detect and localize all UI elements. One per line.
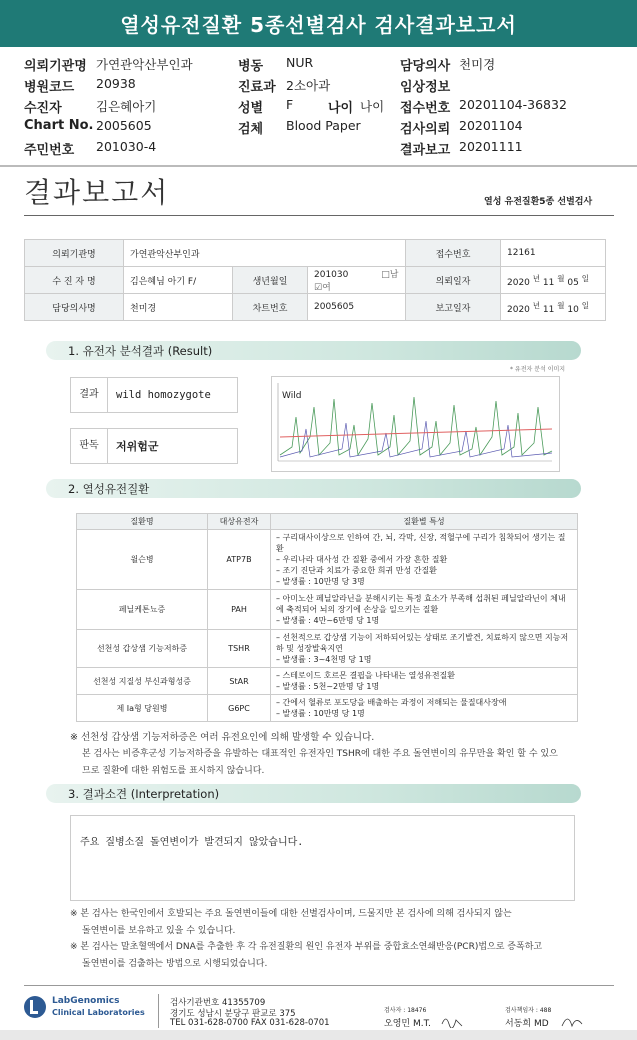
header-info: [0, 47, 637, 167]
info-request-date-label: 의뢰일자: [406, 267, 501, 294]
info-birth: 201030: [314, 270, 349, 280]
info-patient: 김은혜님 아기: [130, 276, 186, 287]
disease-name: 페닐케톤뇨증: [77, 590, 208, 630]
disease-traits: – 스테로이드 호르몬 결핍을 나타내는 열성유전질환 – 발생률 : 5천~2만명 당 1명: [276, 671, 456, 691]
table-row: [77, 668, 578, 695]
hospital-code-label: 병원코드: [24, 80, 75, 95]
sequence-chart-svg: [272, 377, 559, 471]
hospital-code-value: 20938: [96, 76, 136, 91]
chart-label: Wild: [282, 391, 302, 401]
disease-name: 제 Ia형 당원병: [77, 695, 208, 722]
logo-line-1: LabGenomics: [52, 996, 120, 1006]
info-requester-label: 의뢰기관명: [25, 240, 124, 267]
disease-gene: StAR: [208, 668, 271, 695]
doctor-label: 담당의사: [400, 59, 451, 74]
info-doctor: 천미경: [124, 294, 233, 321]
info-request-date: 2020 $^년$ 11 $^월$ 05 $^일$: [501, 267, 606, 294]
interpretation-text: 주요 질병소질 돌연변이가 발견되지 않았습니다.: [80, 837, 304, 848]
col-traits: 질환별 특성: [271, 514, 578, 530]
department-label: 진료과: [238, 80, 276, 95]
lab-contact: TEL 031-628-0700 FAX 031-628-0701: [170, 1018, 330, 1028]
interpretation-box: [70, 815, 575, 901]
report-document: [0, 167, 637, 1040]
disease-name: 윌슨병: [77, 530, 208, 590]
ward-label: 병동: [238, 59, 264, 74]
judge-value: 저위험군: [116, 440, 159, 453]
result-box: [70, 377, 238, 413]
section-disease-header: 2. 열성유전질환: [46, 479, 581, 498]
section-result-header: 1. 유전자 분석결과 (Result): [46, 341, 581, 360]
info-patient-sex: F/: [187, 276, 197, 287]
disease-gene: TSHR: [208, 630, 271, 668]
sig2-caption: 검사책임자 : 488: [505, 1007, 552, 1014]
disease-traits: – 아미노산 페닐알라닌을 분해시키는 특정 효소가 부족해 섭취된 페닐알라닌이 체내에 축적되어 뇌의 장기에 손상을 일으키는 질환 – 발생률 : 4만~6만명 당 1명: [276, 594, 566, 625]
resident-no-value: 201030-4: [96, 139, 157, 154]
specimen-value: Blood Paper: [286, 118, 361, 133]
patient-label: 수진자: [24, 101, 62, 116]
judge-label: 판독: [71, 429, 108, 463]
sex-label: 성별: [238, 101, 264, 116]
sig1-caption: 검사자 : 18476: [384, 1007, 427, 1014]
info-report-date-label: 보고일자: [406, 294, 501, 321]
disease-traits: – 구리대사이상으로 인하여 간, 뇌, 각막, 신장, 적혈구에 구리가 침착되어 생기는 질환 – 우리나라 대사성 간 질환 중에서 가장 흔한 질환 – 조기 진단과 치료가 중요한 희귀 만성 간질환 – 발생률 : 10만명 당 3명: [276, 533, 566, 586]
disclaimer-1: ※ 본 검사는 한국인에서 호발되는 주요 돌연변이들에 대한 선별검사이며, 드물지만 본 검사에 의해 검사되지 않는: [70, 909, 512, 919]
lab-address: 경기도 성남시 분당구 판교로 375: [170, 1009, 296, 1019]
chart-no-label: Chart No.: [24, 118, 94, 133]
disclaimer-3: ※ 본 검사는 말초혈액에서 DNA를 추출한 후 각 유전질환의 원인 유전자 부위를 중합효소연쇄반응(PCR)법으로 증폭하고: [70, 942, 543, 952]
receipt-no-value: 20201104-36832: [459, 97, 567, 112]
disease-gene: ATP7B: [208, 530, 271, 590]
sex-value: F: [286, 97, 294, 112]
resident-no-label: 주민번호: [24, 143, 75, 158]
table-row: [77, 590, 578, 630]
ward-value: NUR: [286, 55, 314, 70]
patient-value: 김은혜아기: [96, 99, 157, 114]
thyroid-note-2: 본 검사는 비증후군성 기능저하증을 유발하는 대표적인 유전자인 TSHR에 대한 주요 돌연변이의 유무만을 확인 할 수 있으: [82, 749, 558, 759]
result-value: wild homozygote: [116, 389, 211, 401]
report-title: 열성유전질환 5종선별검사 검사결과보고서: [0, 0, 637, 47]
signature-1: [440, 1012, 464, 1028]
col-disease: 질환명: [77, 514, 208, 530]
info-chart: 2005605: [308, 294, 406, 321]
doc-heading: 결과보고서: [24, 176, 170, 209]
patient-info-table: [24, 239, 606, 321]
request-date-label: 검사의뢰: [400, 122, 451, 137]
info-doctor-label: 담당의사명: [25, 294, 124, 321]
labgenomics-logo-icon: [24, 996, 46, 1018]
disease-traits: – 간에서 혈류로 포도당을 배출하는 과정이 저해되는 물질대사장애 – 발생률 : 10만명 당 1명: [276, 698, 507, 718]
info-birth-label: 생년월일: [233, 267, 308, 294]
table-row: [77, 695, 578, 722]
judge-box: [70, 428, 238, 464]
doctor-value: 천미경: [459, 57, 496, 72]
info-report-date: 2020 $^년$ 11 $^월$ 10 $^일$: [501, 294, 606, 321]
report-date-label: 결과보고: [400, 143, 451, 158]
age-value: 나이: [360, 99, 385, 114]
signature-2: [560, 1012, 584, 1028]
info-patient-label: 수 진 자 명: [25, 267, 124, 294]
disclaimer-4: 돌연변이를 검출하는 방법으로 시행되었습니다.: [82, 959, 268, 969]
disease-name: 선천성 지질성 부신과형성증: [77, 668, 208, 695]
receipt-no-label: 접수번호: [400, 101, 451, 116]
thyroid-note-1: ※ 선천성 갑상샘 기능저하증은 여러 유전요인에 의해 발생할 수 있습니다.: [70, 732, 375, 743]
sequence-chart: [271, 376, 560, 472]
age-label: 나이: [328, 101, 354, 116]
department-value: 2소아과: [286, 78, 331, 93]
disease-gene: G6PC: [208, 695, 271, 722]
disease-gene: PAH: [208, 590, 271, 630]
info-receipt: 12161: [501, 240, 606, 267]
col-gene: 대상유전자: [208, 514, 271, 530]
clinical-info-label: 임상정보: [400, 80, 451, 95]
result-label: 결과: [71, 378, 108, 412]
specimen-label: 검체: [238, 122, 264, 137]
disease-table: [76, 513, 578, 722]
image-note: * 유전자 분석 이미지: [510, 366, 566, 373]
request-date-value: 20201104: [459, 118, 523, 133]
logo-line-2: Clinical Laboratories: [52, 1008, 145, 1017]
sig1-name: 오영민 M.T.: [384, 1019, 431, 1029]
disease-name: 선천성 갑상샘 기능저하증: [77, 630, 208, 668]
table-row: [77, 530, 578, 590]
requester-label: 의뢰기관명: [24, 59, 87, 74]
info-receipt-label: 접수번호: [406, 240, 501, 267]
doc-subtitle: 열성 유전질환5종 선별검사: [484, 197, 593, 207]
thyroid-note-3: 므로 질환에 대한 위험도를 표시하지 않습니다.: [82, 766, 265, 776]
disclaimer-2: 돌연변이를 보유하고 있을 수 있습니다.: [82, 926, 236, 936]
disease-traits: – 선천적으로 갑상샘 기능이 저하되어있는 상태로 조기발견, 치료하지 않으면 지능저하 및 성장발육지연 – 발생률 : 3~4천명 당 1명: [276, 633, 569, 664]
table-row: [77, 630, 578, 668]
info-sex-options: □남 ☑여: [314, 270, 399, 293]
requester-value: 가연관악산부인과: [96, 57, 193, 72]
info-requester: 가연관악산부인과: [124, 240, 406, 267]
chart-no-value: 2005605: [96, 118, 152, 133]
info-chart-label: 차트번호: [233, 294, 308, 321]
lab-id: 검사기관번호 41355709: [170, 998, 266, 1008]
sig2-name: 서동희 MD: [505, 1019, 549, 1029]
report-date-value: 20201111: [459, 139, 523, 154]
section-interpretation-header: 3. 결과소견 (Interpretation): [46, 784, 581, 803]
